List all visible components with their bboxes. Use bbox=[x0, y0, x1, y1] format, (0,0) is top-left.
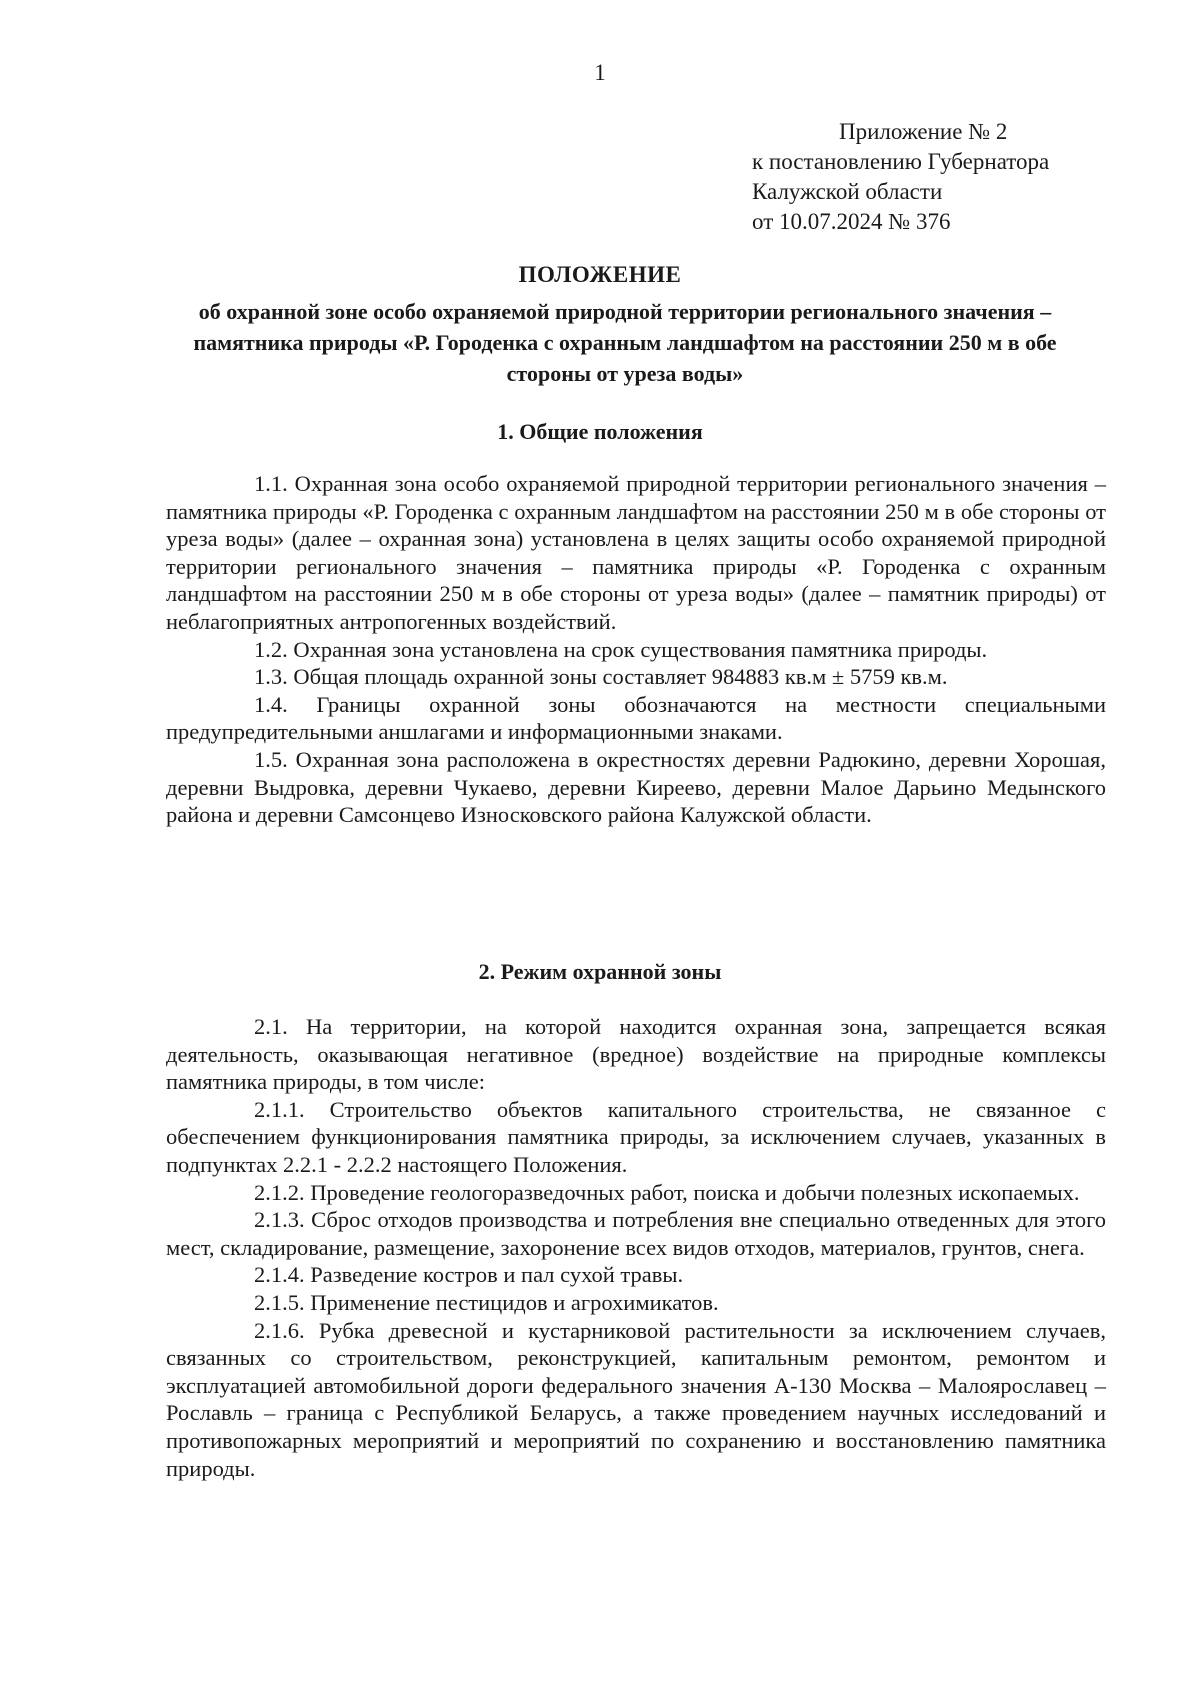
appendix-line-1: Приложение № 2 bbox=[839, 119, 1008, 144]
paragraph-1-2: 1.2. Охранная зона установлена на срок существования памятника природы. bbox=[254, 636, 988, 662]
paragraph-1-3: 1.3. Общая площадь охранной зоны составляет 984883 кв.м ± 5759 кв.м. bbox=[254, 664, 948, 690]
paragraph-1-1: 1.1. Охранная зона особо охраняемой природной территории регионального значения – памятника природы «Р. Городенка с охранным ландшафтом на расстоянии 250 м в обе стороны от уреза воды» (далее – охранная зона) установлена в целях защиты особо охраняемой природной территории регионального значения – памятника природы «Р. Городенка с охранным ландшафтом на расстоянии 250 м в обе стороны от уреза воды» (далее – памятник природы) от неблагоприятных антропогенных воздействий. bbox=[166, 471, 1106, 634]
section-2-heading: 2. Режим охранной зоны bbox=[478, 959, 722, 984]
page-number: 1 bbox=[594, 60, 606, 85]
paragraph-2-1-3: 2.1.3. Сброс отходов производства и потребления вне специально отведенных для этого мест, складирование, размещение, захоронение всех видов отходов, материалов, грунтов, снега. bbox=[166, 1207, 1106, 1260]
paragraph-1-4: 1.4. Границы охранной зоны обозначаются на местности специальными предупредительными аншлагами и информационными знаками. bbox=[166, 691, 1106, 745]
section-1-heading: 1. Общие положения bbox=[497, 419, 703, 444]
paragraph-2-1-4: 2.1.4. Разведение костров и пал сухой травы. bbox=[254, 1262, 684, 1288]
section-1-body bbox=[166, 470, 1106, 829]
paragraph-2-1-6: 2.1.6. Рубка древесной и кустарниковой растительности за исключением случаев, связанных со строительством, реконструкцией, капитальным ремонтом, ремонтом и эксплуатацией автомобильной дороги федерального значения А-130 Москва – Малоярославец – Рославль – граница с Республикой Беларусь, а также проведением научных исследований и противопожарных мероприятий и мероприятий по сохранению и восстановлению памятника природы. bbox=[166, 1317, 1106, 1481]
appendix-block bbox=[752, 117, 1049, 237]
paragraph-2-1-5: 2.1.5. Применение пестицидов и агрохимикатов. bbox=[254, 1289, 719, 1315]
section-2-body bbox=[166, 1013, 1106, 1482]
paragraph-2-1-1: 2.1.1. Строительство объектов капитального строительства, не связанное с обеспечением функционирования памятника природы, за исключением случаев, указанных в подпунктах 2.2.1 - 2.2.2 настоящего Положения. bbox=[166, 1096, 1106, 1177]
paragraph-2-1: 2.1. На территории, на которой находится охранная зона, запрещается всякая деятельность, оказывающая негативное (вредное) воздействие на природные комплексы памятника природы, в том числе: bbox=[166, 1014, 1106, 1095]
appendix-line-4: от 10.07.2024 № 376 bbox=[752, 209, 951, 234]
appendix-line-3: Калужской области bbox=[752, 179, 943, 204]
appendix-line-2: к постановлению Губернатора bbox=[752, 149, 1050, 174]
paragraph-1-5: 1.5. Охранная зона расположена в окрестностях деревни Радюкино, деревни Хорошая, деревни Выдровка, деревни Чукаево, деревни Киреево, деревни Малое Дарьино Медынского района и деревни Самсонцево Износковского района Калужской области. bbox=[166, 746, 1106, 828]
document-subtitle: об охранной зоне особо охраняемой природной территории регионального значения – памятника природы «Р. Городенка с охранным ландшафтом на расстоянии 250 м в обе стороны от уреза воды» bbox=[193, 299, 1057, 386]
paragraph-2-1-2: 2.1.2. Проведение геологоразведочных работ, поиска и добычи полезных ископаемых. bbox=[254, 1179, 1080, 1205]
document-title: ПОЛОЖЕНИЕ bbox=[518, 262, 682, 287]
